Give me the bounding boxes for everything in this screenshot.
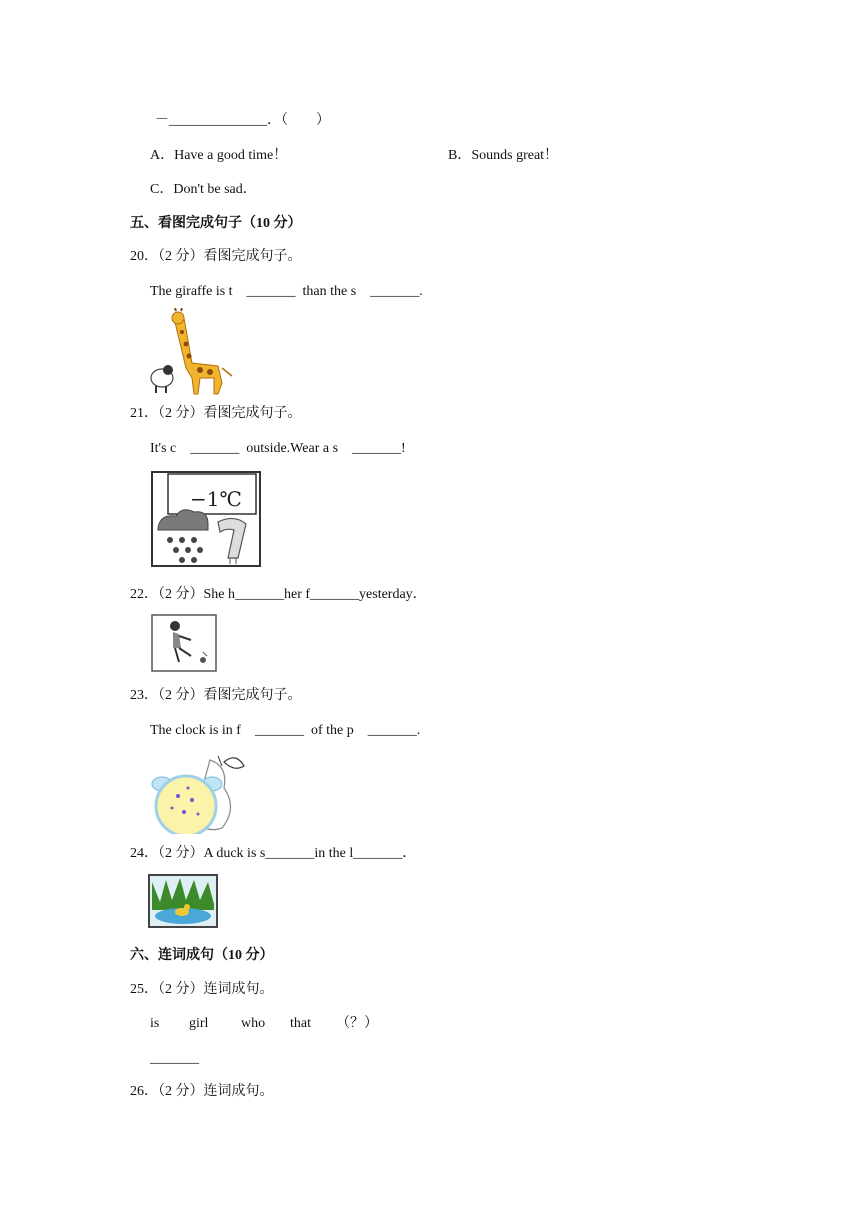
q22-stem: 22．（2 分）She h_______her f_______yesterday． [130,587,427,602]
q25-word-1: is [150,1016,160,1031]
q20-sentence: The giraffe is t _______ than the s _______. [150,284,423,299]
q19-option-c: C．Don't be sad． [150,182,257,197]
q21-sentence: It's c _______ outside.Wear a s _______! [150,441,406,456]
q25-word-5: （？） [336,1016,378,1031]
q25-stem: 25．（2 分）连词成句。 [130,982,274,997]
giraffe-sheep-image [148,308,238,396]
duck-lake-image [148,874,218,928]
q25-answer-blank: _______ [150,1051,199,1066]
q24-stem: 24．（2 分）A duck is s_______in the l_______． [130,846,417,861]
q25-word-4: that [290,1016,311,1031]
section6-title: 六、连词成句（10 分） [130,948,274,963]
q23-sentence: The clock is in f _______ of the p _______. [150,723,421,738]
section5-title: 五、看图完成句子（10 分） [130,216,302,231]
clock-pear-image [148,748,246,834]
girl-fall-image [151,614,217,672]
cold-weather-image [150,470,264,570]
q19-option-a: A．Have a good time！ [150,148,288,163]
q19-reply-line: －______________．（ ） [155,113,330,128]
temperature-label: −1℃ [190,487,242,511]
q19-option-b: B．Sounds great！ [448,148,559,163]
q25-word-3: who [241,1016,266,1031]
q23-stem: 23．（2 分）看图完成句子。 [130,688,302,703]
q26-stem: 26．（2 分）连词成句。 [130,1084,274,1099]
q25-word-2: girl [189,1016,209,1031]
q21-stem: 21．（2 分）看图完成句子。 [130,406,302,421]
q20-stem: 20．（2 分）看图完成句子。 [130,249,302,264]
